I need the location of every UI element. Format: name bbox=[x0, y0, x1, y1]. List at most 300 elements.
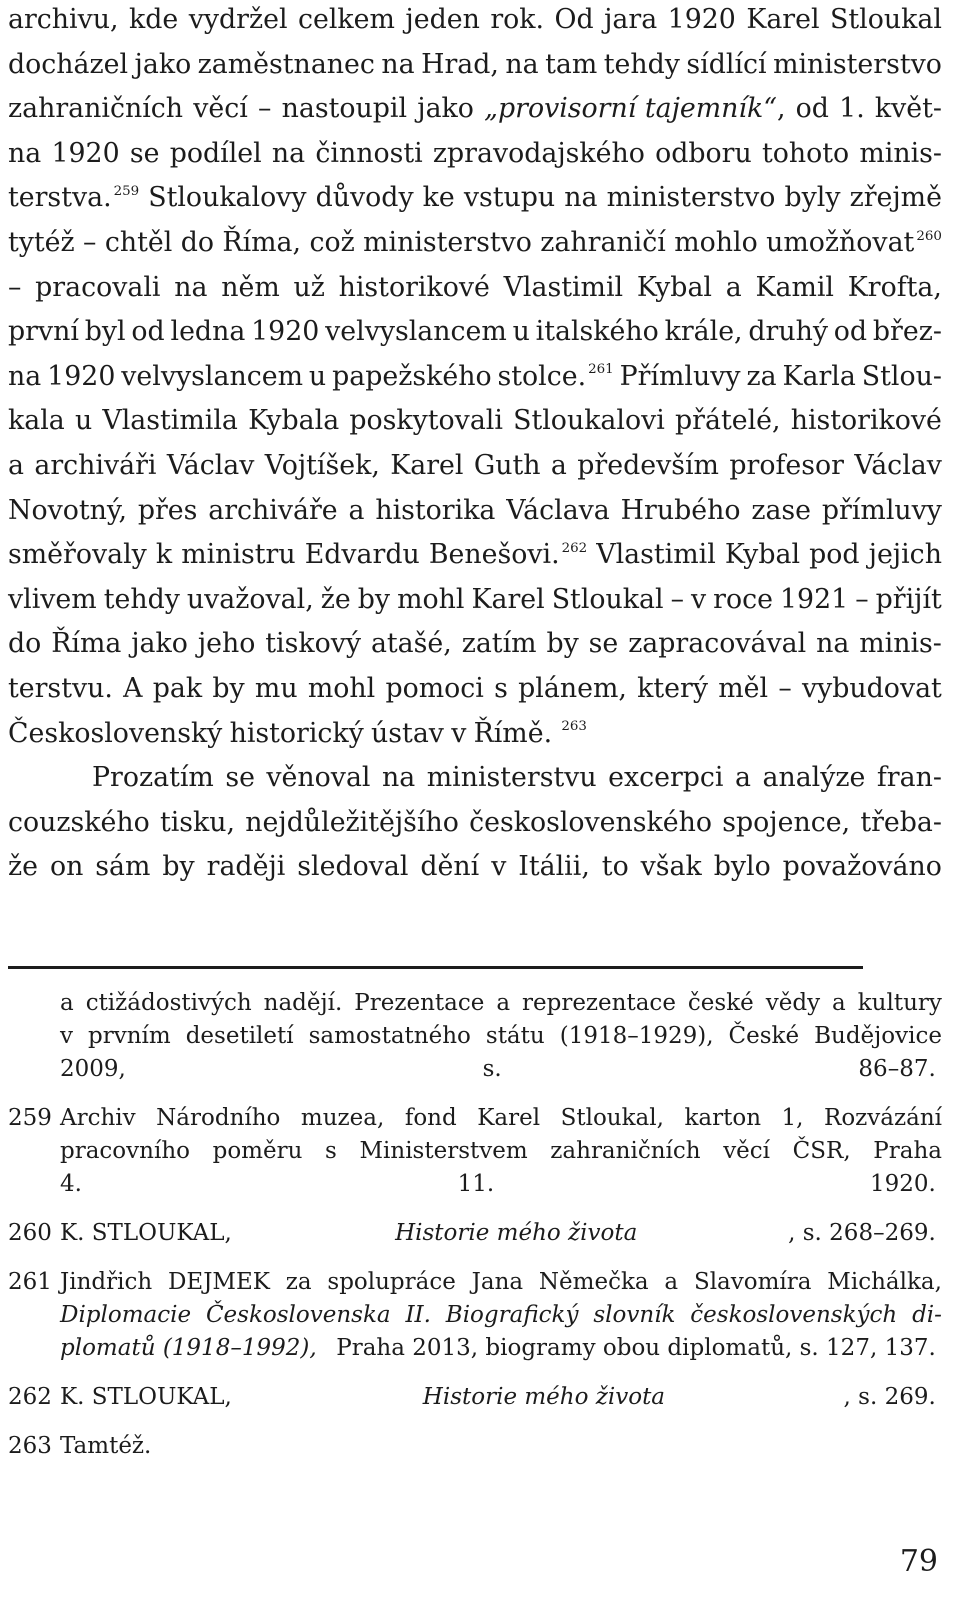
text-line bbox=[8, 89, 942, 134]
word: Říma, bbox=[222, 226, 302, 258]
word: Ministerstvem bbox=[359, 1138, 528, 1164]
word: a bbox=[664, 1269, 679, 1295]
word: atašé, bbox=[370, 628, 452, 660]
word: 2009, bbox=[60, 1056, 126, 1082]
word: především bbox=[577, 449, 719, 481]
word: do bbox=[8, 628, 42, 660]
word: zřejmě bbox=[849, 182, 942, 214]
word: by bbox=[546, 628, 579, 660]
word: kala bbox=[8, 405, 65, 437]
word: považováno bbox=[782, 851, 942, 883]
word: 1920 bbox=[51, 137, 120, 169]
word: Novotný, bbox=[8, 494, 127, 526]
word-with-footnote: Benešovi. $^{262}$ bbox=[428, 539, 588, 571]
word: bylo bbox=[713, 851, 771, 883]
word: Němečka bbox=[538, 1269, 649, 1295]
footnote-line bbox=[60, 987, 942, 1020]
word: ministerstvo bbox=[606, 182, 776, 214]
word: Michálka, bbox=[827, 1269, 942, 1295]
word: – bbox=[778, 672, 792, 704]
word-with-footnote: umožňovat $^{260}$ bbox=[766, 226, 942, 258]
word: slovník bbox=[593, 1302, 676, 1328]
word: ministerstvo bbox=[773, 48, 942, 80]
word: jako bbox=[131, 628, 188, 660]
word: nastoupil bbox=[281, 93, 408, 125]
word: vstupu bbox=[463, 182, 556, 214]
main-text bbox=[8, 0, 942, 892]
footnote-line bbox=[60, 1135, 942, 1168]
word: jejich bbox=[868, 539, 942, 571]
word: se bbox=[225, 762, 255, 794]
word-with-footnote: terstva. $^{259}$ bbox=[8, 182, 140, 214]
word: na bbox=[505, 48, 539, 80]
word: Stloukalovy bbox=[148, 182, 307, 214]
word: – bbox=[8, 271, 22, 303]
word: sídlící bbox=[686, 48, 767, 80]
word: něm bbox=[221, 271, 280, 303]
text-line bbox=[8, 223, 942, 268]
word: v bbox=[491, 851, 507, 883]
word: Československý bbox=[8, 717, 223, 749]
word: tohoto bbox=[761, 137, 850, 169]
word: vybudovat bbox=[801, 672, 942, 704]
word: Stloukalovi bbox=[513, 405, 665, 437]
word: Krofta, bbox=[847, 271, 942, 303]
word: Vojtíšek, bbox=[264, 449, 380, 481]
word: 11. bbox=[457, 1171, 495, 1197]
word: Edvardu bbox=[304, 539, 420, 571]
word: zahraničí bbox=[540, 226, 666, 258]
footnote-line: plomatů (1918–1992), Praha 2013, biogramy obou diplomatů, s. 127, 137. bbox=[60, 1335, 936, 1361]
word: mohl bbox=[307, 672, 376, 704]
word: spolupráce bbox=[327, 1269, 456, 1295]
word: 1920. bbox=[869, 1171, 936, 1197]
footnote-ref-261: 261 bbox=[588, 362, 614, 378]
word: jeho bbox=[197, 628, 256, 660]
word: činnosti bbox=[315, 137, 423, 169]
word: Karel bbox=[390, 449, 464, 481]
word: ministru bbox=[181, 539, 296, 571]
word: věcí bbox=[723, 1138, 771, 1164]
text-line bbox=[8, 357, 942, 402]
footnote-262 bbox=[8, 1381, 942, 1414]
text-line bbox=[8, 535, 942, 580]
word: zahraničních bbox=[550, 1138, 701, 1164]
word: československých bbox=[690, 1302, 898, 1328]
word: minis- bbox=[859, 628, 942, 660]
word: ministerstvu bbox=[426, 762, 597, 794]
word: jeden bbox=[405, 4, 480, 35]
word: – bbox=[855, 583, 869, 615]
word: ústav bbox=[371, 717, 444, 749]
footnote-line bbox=[60, 1266, 942, 1299]
word: Slavomíra bbox=[693, 1269, 812, 1295]
word: kde bbox=[129, 4, 179, 35]
footnote-line bbox=[60, 1299, 942, 1332]
word: Vlastimil bbox=[596, 539, 716, 571]
word: desetiletí bbox=[185, 1023, 294, 1049]
word: reprezentace bbox=[522, 990, 676, 1016]
word: u bbox=[308, 360, 327, 392]
text-line bbox=[8, 491, 942, 536]
footnote-line bbox=[60, 1168, 942, 1201]
word: na bbox=[816, 628, 850, 660]
text-line bbox=[8, 312, 942, 357]
word: Kybal bbox=[636, 271, 712, 303]
word: vydržel bbox=[188, 4, 288, 35]
footnote-number: 260 bbox=[8, 1220, 52, 1246]
footnote-line bbox=[60, 1020, 942, 1053]
word: vědy bbox=[765, 990, 821, 1016]
word: Karla bbox=[782, 360, 856, 392]
word: Prozatím bbox=[92, 762, 214, 794]
word: Říma bbox=[51, 628, 122, 660]
word: Karel bbox=[746, 4, 820, 35]
word: Stloukal bbox=[830, 4, 942, 35]
word: plánem, bbox=[518, 672, 627, 704]
word: mohl bbox=[397, 583, 465, 615]
word: od bbox=[833, 316, 868, 348]
word: pracovního bbox=[60, 1138, 190, 1164]
word: Diplomacie bbox=[60, 1302, 192, 1328]
word: tehdy bbox=[103, 583, 180, 615]
word: byly bbox=[784, 182, 841, 214]
word: však bbox=[640, 851, 702, 883]
footnote-ref-263: 263 bbox=[561, 719, 587, 735]
footnote-line: Tamtéž. bbox=[60, 1433, 152, 1459]
text-line bbox=[8, 178, 942, 223]
word: Rozvázání bbox=[824, 1105, 942, 1131]
word: přímluvy bbox=[821, 494, 942, 526]
word: k bbox=[155, 539, 173, 571]
footnote-259 bbox=[8, 1102, 942, 1201]
word: raději bbox=[206, 851, 286, 883]
word: docházel bbox=[8, 48, 129, 80]
word: květ- bbox=[874, 93, 942, 125]
word: kultury bbox=[857, 990, 942, 1016]
word: 1921 bbox=[780, 583, 849, 615]
italic-phrase: „provisorní tajemník“, bbox=[484, 93, 786, 125]
text-line bbox=[8, 624, 942, 669]
word: 1. bbox=[839, 93, 865, 125]
word: – bbox=[83, 226, 97, 258]
word: Václava bbox=[506, 494, 610, 526]
word: italského bbox=[535, 316, 659, 348]
text-line bbox=[8, 803, 942, 848]
word: v bbox=[691, 583, 707, 615]
word: se bbox=[588, 628, 619, 660]
word: u bbox=[512, 316, 530, 348]
text-line bbox=[8, 268, 942, 313]
word: archiváři bbox=[34, 449, 157, 481]
word: jako bbox=[134, 48, 192, 80]
word: papežského bbox=[332, 360, 492, 392]
word: tehdy bbox=[603, 48, 680, 80]
word: by bbox=[162, 851, 195, 883]
text-line bbox=[8, 714, 942, 759]
word: velvyslancem bbox=[325, 316, 507, 348]
word: Hrubého bbox=[620, 494, 741, 526]
word: ledna bbox=[170, 316, 246, 348]
text-line bbox=[8, 446, 942, 491]
word: II. bbox=[405, 1302, 431, 1328]
word: na bbox=[8, 360, 42, 392]
word: důvody bbox=[315, 182, 414, 214]
word: Kamil bbox=[755, 271, 834, 303]
word: směřovaly bbox=[8, 539, 147, 571]
word: zatím bbox=[461, 628, 537, 660]
word: Kybal bbox=[724, 539, 801, 571]
word: Kybala bbox=[248, 405, 340, 437]
word: v bbox=[60, 1023, 73, 1049]
word: na bbox=[381, 48, 415, 80]
footnote-continuation bbox=[8, 987, 942, 1086]
text-line bbox=[8, 580, 942, 625]
word: Archiv bbox=[60, 1105, 136, 1131]
word: to bbox=[601, 851, 629, 883]
footnote-ref-260: 260 bbox=[916, 228, 942, 244]
word: jako bbox=[417, 93, 474, 125]
word-with-footnote: stolce. $^{261}$ bbox=[497, 360, 614, 392]
word: couzského bbox=[8, 806, 150, 838]
word: na bbox=[564, 182, 598, 214]
word: nejdůležitějšího bbox=[245, 806, 459, 838]
text-line bbox=[8, 847, 942, 892]
word: Stloukal bbox=[551, 583, 664, 615]
word: DEJMEK bbox=[167, 1269, 270, 1295]
word: roce bbox=[713, 583, 773, 615]
word: muzea, bbox=[300, 1105, 385, 1131]
word: byl bbox=[84, 316, 126, 348]
word: zapracovával bbox=[628, 628, 807, 660]
word: s bbox=[494, 672, 508, 704]
word: dění bbox=[420, 851, 480, 883]
word: České bbox=[728, 1023, 800, 1049]
word: ministerstvo bbox=[363, 226, 532, 258]
word: karton bbox=[684, 1105, 762, 1131]
word: nadějí. bbox=[263, 990, 343, 1016]
word: a bbox=[8, 449, 24, 481]
word: excerpci bbox=[608, 762, 724, 794]
word: první bbox=[8, 316, 79, 348]
word: fran- bbox=[876, 762, 942, 794]
text-line bbox=[8, 0, 942, 45]
word: zahraničních bbox=[8, 93, 184, 125]
word: Itálii, bbox=[518, 851, 590, 883]
word: přátelé, bbox=[675, 405, 781, 437]
word: 1920 bbox=[667, 4, 736, 35]
footnote-number: 263 bbox=[8, 1433, 52, 1459]
footnote-number: 259 bbox=[8, 1105, 52, 1131]
word: rok. bbox=[490, 4, 545, 35]
word: tisku, bbox=[159, 806, 236, 838]
word: Praha bbox=[873, 1138, 942, 1164]
word: Přímluvy bbox=[619, 360, 741, 392]
word: věnoval bbox=[266, 762, 371, 794]
word: krále, bbox=[664, 316, 743, 348]
word: Karel bbox=[477, 1105, 541, 1131]
word: na bbox=[271, 137, 306, 169]
word: už bbox=[293, 271, 325, 303]
word: věcí bbox=[193, 93, 248, 125]
word: uvažoval, bbox=[186, 583, 314, 615]
text-line bbox=[8, 45, 942, 90]
word: třeba- bbox=[860, 806, 942, 838]
footnote-number: 261 bbox=[8, 1269, 52, 1295]
word: a bbox=[725, 271, 742, 303]
word: Jindřich bbox=[60, 1269, 153, 1295]
word: pracovali bbox=[35, 271, 161, 303]
word: Od bbox=[554, 4, 594, 35]
word: velvyslancem bbox=[121, 360, 303, 392]
footnote-line: K. STLOUKAL, Historie mého života , s. 268–269. bbox=[60, 1220, 936, 1246]
word: tiskový bbox=[265, 628, 362, 660]
word: di- bbox=[912, 1302, 942, 1328]
word: poskytovali bbox=[349, 405, 503, 437]
word: tam bbox=[545, 48, 598, 80]
word: Stloukal, bbox=[560, 1105, 664, 1131]
word: podílel bbox=[169, 137, 262, 169]
word: sám bbox=[95, 851, 151, 883]
word: zase bbox=[751, 494, 812, 526]
word: s. bbox=[482, 1056, 502, 1082]
word: Guth bbox=[473, 449, 541, 481]
text-line bbox=[8, 401, 942, 446]
word: a bbox=[348, 494, 365, 526]
word: druhý bbox=[748, 316, 828, 348]
word: s bbox=[325, 1138, 337, 1164]
word: na bbox=[174, 271, 208, 303]
word: a bbox=[60, 990, 74, 1016]
word: mohlo bbox=[674, 226, 758, 258]
word: od bbox=[795, 93, 829, 125]
word: A bbox=[123, 672, 143, 704]
word: by bbox=[357, 583, 391, 615]
footnote-separator bbox=[8, 966, 863, 969]
footnote-line bbox=[60, 1102, 942, 1135]
word: Vlastimila bbox=[102, 405, 238, 437]
word: přijít bbox=[875, 583, 942, 615]
word: za bbox=[285, 1269, 312, 1295]
footnote-261 bbox=[8, 1266, 942, 1365]
word: by bbox=[212, 672, 245, 704]
word: historikové bbox=[338, 271, 490, 303]
word: na bbox=[8, 137, 42, 169]
word: československého bbox=[469, 806, 713, 838]
footnote-number bbox=[8, 987, 60, 1086]
word: což bbox=[309, 226, 355, 258]
word-with-footnote: Římě. $^{263}$ bbox=[473, 717, 587, 749]
word: Václav bbox=[166, 449, 255, 481]
word: že bbox=[320, 583, 351, 615]
word: na bbox=[381, 762, 416, 794]
word: celkem bbox=[298, 4, 395, 35]
word: od bbox=[131, 316, 165, 348]
word: Národního bbox=[156, 1105, 281, 1131]
word: 1920 bbox=[251, 316, 320, 348]
word: měl bbox=[718, 672, 769, 704]
word: přes bbox=[137, 494, 198, 526]
word: Hrad, bbox=[421, 48, 499, 80]
word: profesor bbox=[729, 449, 844, 481]
text-line bbox=[8, 758, 942, 803]
word: že bbox=[8, 851, 38, 883]
word: jara bbox=[604, 4, 658, 35]
word: Prezentace bbox=[354, 990, 485, 1016]
word: a bbox=[735, 762, 751, 794]
word: on bbox=[49, 851, 84, 883]
footnote-ref-262: 262 bbox=[561, 540, 588, 556]
word: terstvu. bbox=[8, 672, 113, 704]
word: do bbox=[180, 226, 214, 258]
word: 86–87. bbox=[858, 1056, 936, 1082]
word: fond bbox=[404, 1105, 457, 1131]
word: a bbox=[496, 990, 511, 1016]
word: historika bbox=[375, 494, 496, 526]
word: 1, bbox=[781, 1105, 804, 1131]
word: analýze bbox=[762, 762, 866, 794]
footnote-ref-259: 259 bbox=[113, 184, 140, 199]
word: Budějovice bbox=[814, 1023, 942, 1049]
word: břez- bbox=[872, 316, 942, 348]
footnote-number: 262 bbox=[8, 1384, 52, 1410]
word: ke bbox=[422, 182, 455, 214]
word: Jana bbox=[471, 1269, 524, 1295]
word: – bbox=[258, 93, 272, 125]
word: prvním bbox=[88, 1023, 171, 1049]
word: státu bbox=[485, 1023, 545, 1049]
word: Československa bbox=[205, 1302, 391, 1328]
word: a bbox=[550, 449, 567, 481]
word: v bbox=[451, 717, 467, 749]
word: spojence, bbox=[722, 806, 851, 838]
word: archiváře bbox=[208, 494, 338, 526]
word: samostatného bbox=[308, 1023, 471, 1049]
footnote-line: K. STLOUKAL, Historie mého života , s. 269. bbox=[60, 1384, 936, 1410]
word: minis- bbox=[859, 137, 942, 169]
word: u bbox=[74, 405, 93, 437]
word: (1918–1929), bbox=[559, 1023, 714, 1049]
word: 1920 bbox=[47, 360, 116, 392]
word: zpravodajského bbox=[432, 137, 645, 169]
word: zaměstnanec bbox=[197, 48, 375, 80]
word: chtěl bbox=[104, 226, 173, 258]
word: Biografický bbox=[445, 1302, 579, 1328]
word: Stlou- bbox=[861, 360, 942, 392]
word: Karel bbox=[471, 583, 545, 615]
text-line bbox=[8, 134, 942, 179]
word: tytéž bbox=[8, 226, 75, 258]
word: 4. bbox=[60, 1171, 82, 1197]
word: – bbox=[670, 583, 684, 615]
word: vlivem bbox=[8, 583, 97, 615]
footnote-line bbox=[60, 1053, 942, 1086]
word: Václav bbox=[854, 449, 942, 481]
word: mu bbox=[254, 672, 298, 704]
word: Vlastimil bbox=[503, 271, 624, 303]
word: a bbox=[832, 990, 846, 1016]
word: který bbox=[637, 672, 708, 704]
word: za bbox=[746, 360, 777, 392]
word: pak bbox=[152, 672, 203, 704]
footnote-260 bbox=[8, 1217, 942, 1250]
word: historický bbox=[229, 717, 364, 749]
word: pomoci bbox=[385, 672, 484, 704]
word: se bbox=[129, 137, 160, 169]
page-number: 79 bbox=[899, 1544, 938, 1579]
word: archivu, bbox=[8, 4, 119, 35]
word: české bbox=[687, 990, 754, 1016]
